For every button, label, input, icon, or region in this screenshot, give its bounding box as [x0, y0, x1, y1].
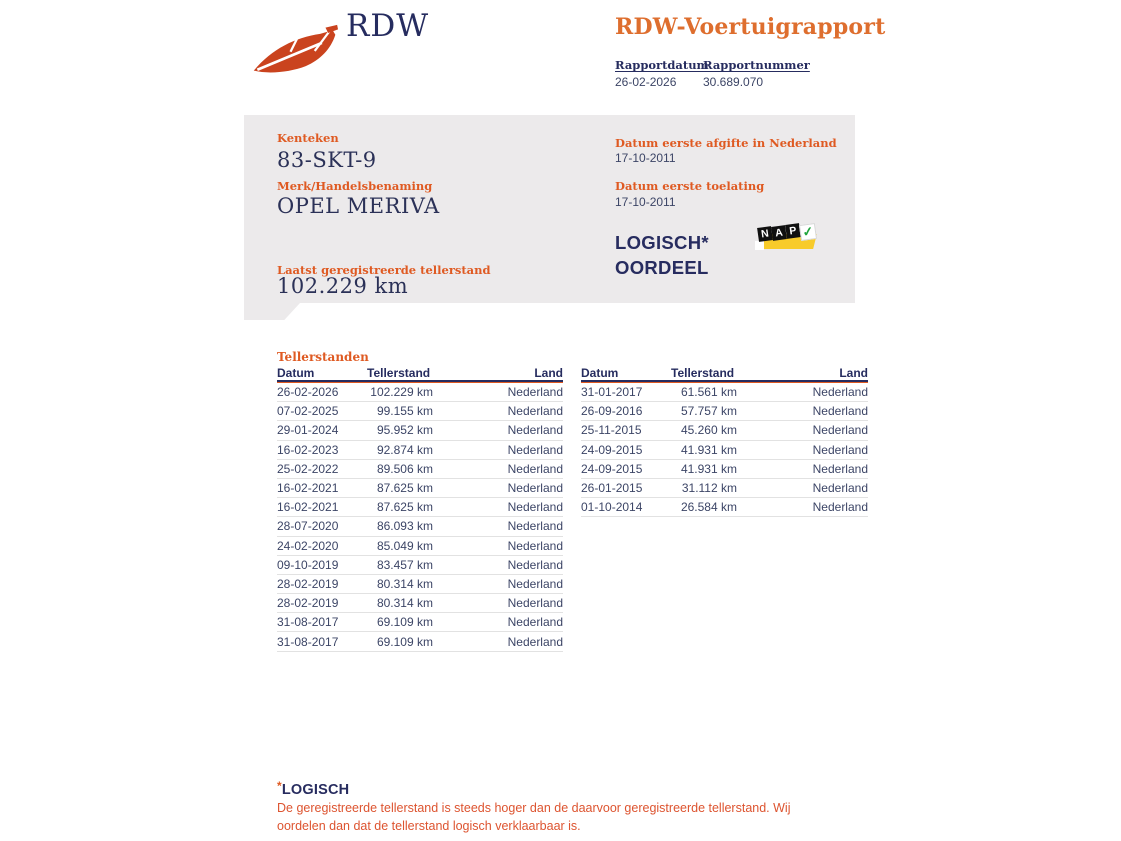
merk-value: OPEL MERIVA	[277, 194, 440, 218]
cell-datum: 26-09-2016	[581, 404, 643, 419]
cell-land: Nederland	[507, 423, 563, 438]
table-header-row	[581, 365, 868, 382]
cell-land: Nederland	[812, 500, 868, 515]
cell-land: Nederland	[812, 461, 868, 476]
header-tellerstand: Tellerstand	[367, 366, 431, 380]
cell-tellerstand: 26.584 km	[680, 500, 737, 515]
cell-datum: 25-11-2015	[581, 423, 642, 438]
cell-tellerstand: 41.931 km	[680, 442, 737, 457]
cell-land: Nederland	[507, 519, 563, 534]
header-datum: Datum	[581, 366, 619, 380]
cell-land: Nederland	[507, 404, 563, 419]
cell-datum: 28-02-2019	[277, 596, 339, 611]
cell-datum: 16-02-2023	[277, 442, 339, 457]
kenteken-value: 83-SKT-9	[277, 148, 377, 172]
cell-land: Nederland	[812, 385, 868, 400]
cell-tellerstand: 69.109 km	[376, 615, 433, 630]
summary-panel-corner-tab	[244, 303, 300, 320]
laatste-tellerstand-label: Laatst geregistreerde tellerstand	[277, 263, 491, 277]
eerste-afgifte-value: 17-10-2011	[615, 151, 676, 165]
cell-land: Nederland	[507, 385, 563, 400]
cell-land: Nederland	[507, 596, 563, 611]
nap-logo	[755, 223, 823, 255]
rapportdatum-value: 26-02-2026	[615, 75, 677, 89]
cell-land: Nederland	[507, 634, 563, 649]
cell-datum: 31-08-2017	[277, 615, 339, 630]
table-row	[277, 479, 563, 498]
cell-datum: 16-02-2021	[277, 481, 339, 496]
cell-tellerstand: 31.112 km	[681, 481, 737, 496]
cell-datum: 01-10-2014	[581, 500, 643, 515]
cell-datum: 07-02-2025	[277, 404, 339, 419]
table-row	[277, 575, 563, 594]
cell-tellerstand: 80.314 km	[376, 596, 433, 611]
cell-tellerstand: 99.155 km	[376, 404, 433, 419]
cell-tellerstand: 57.757 km	[680, 404, 737, 419]
cell-datum: 09-10-2019	[277, 557, 339, 572]
table-row	[581, 498, 868, 517]
rapportnummer-label: Rapportnummer	[703, 58, 810, 72]
cell-land: Nederland	[812, 481, 868, 496]
eerste-afgifte-label: Datum eerste afgifte in Nederland	[615, 136, 837, 150]
cell-tellerstand: 45.260 km	[680, 423, 737, 438]
table-row	[277, 594, 563, 613]
cell-datum: 31-01-2017	[581, 385, 643, 400]
cell-land: Nederland	[507, 576, 563, 591]
tellerstanden-table-left	[277, 365, 563, 652]
table-row	[581, 383, 868, 402]
header-land: Land	[839, 366, 868, 380]
cell-land: Nederland	[507, 500, 563, 515]
rapportdatum-label: Rapportdatum	[615, 58, 709, 72]
cell-land: Nederland	[507, 557, 563, 572]
table-row	[277, 517, 563, 536]
nap-checkmark-icon: ✓	[799, 223, 817, 241]
cell-tellerstand: 41.931 km	[680, 461, 737, 476]
cell-datum: 28-07-2020	[277, 519, 339, 534]
table-row	[277, 556, 563, 575]
header-datum: Datum	[277, 366, 315, 380]
footnote-title-text: LOGISCH	[281, 782, 350, 798]
cell-datum: 24-09-2015	[581, 442, 643, 457]
cell-datum: 26-02-2026	[277, 385, 339, 400]
vehicle-summary-panel	[244, 115, 855, 303]
cell-land: Nederland	[507, 538, 563, 553]
oordeel-text	[615, 230, 709, 280]
cell-datum: 24-02-2020	[277, 538, 339, 553]
footnote-paragraph: De geregistreerde tellerstand is steeds hoger dan de daarvoor geregistreerde tellerstand. Wij oordelen dan dat de tellerstand logisch verklaarbaar is.	[277, 801, 791, 833]
cell-land: Nederland	[507, 481, 563, 496]
header-land: Land	[534, 366, 563, 380]
cell-tellerstand: 95.952 km	[376, 423, 433, 438]
table-row	[277, 441, 563, 460]
cell-tellerstand: 85.049 km	[376, 538, 433, 553]
footnote-title	[277, 779, 349, 798]
table-row	[581, 402, 868, 421]
table-row	[277, 460, 563, 479]
table-row	[277, 498, 563, 517]
table-row	[581, 460, 868, 479]
header-tellerstand: Tellerstand	[671, 366, 735, 380]
tellerstanden-section-title: Tellerstanden	[277, 350, 369, 364]
table-row	[277, 537, 563, 556]
cell-datum: 24-09-2015	[581, 461, 643, 476]
table-row	[277, 421, 563, 440]
cell-land: Nederland	[507, 442, 563, 457]
table-body	[277, 383, 563, 652]
cell-land: Nederland	[812, 442, 868, 457]
cell-tellerstand: 89.506 km	[376, 461, 433, 476]
cell-land: Nederland	[812, 423, 868, 438]
kenteken-label: Kenteken	[277, 131, 339, 145]
cell-land: Nederland	[812, 404, 868, 419]
table-row	[277, 613, 563, 632]
nap-letter-p: P	[785, 223, 801, 239]
cell-datum: 31-08-2017	[277, 634, 339, 649]
laatste-tellerstand-value: 102.229 km	[277, 274, 409, 298]
tellerstanden-table-right	[581, 365, 868, 517]
table-row	[277, 383, 563, 402]
cell-tellerstand: 83.457 km	[376, 557, 433, 572]
page-title: RDW-Voertuigrapport	[615, 14, 886, 40]
table-row	[581, 441, 868, 460]
cell-tellerstand: 69.109 km	[376, 634, 433, 649]
cell-tellerstand: 92.874 km	[376, 442, 433, 457]
cell-datum: 16-02-2021	[277, 500, 339, 515]
table-row	[581, 421, 868, 440]
cell-tellerstand: 86.093 km	[376, 519, 433, 534]
nap-letter-n: N	[757, 226, 773, 242]
table-row	[277, 402, 563, 421]
nap-letter-a: A	[771, 225, 787, 241]
oordeel-line2: OORDEEL	[615, 257, 709, 278]
cell-tellerstand: 61.561 km	[680, 385, 737, 400]
cell-tellerstand: 102.229 km	[370, 385, 433, 400]
eerste-toelating-value: 17-10-2011	[615, 195, 676, 209]
eerste-toelating-label: Datum eerste toelating	[615, 179, 765, 193]
cell-datum: 28-02-2019	[277, 576, 339, 591]
rapportnummer-value: 30.689.070	[703, 75, 764, 89]
merk-label: Merk/Handelsbenaming	[277, 179, 433, 193]
table-row	[277, 632, 563, 651]
cell-land: Nederland	[507, 461, 563, 476]
cell-datum: 26-01-2015	[581, 481, 643, 496]
table-header-row	[277, 365, 563, 382]
oordeel-line1: LOGISCH*	[615, 232, 709, 253]
cell-tellerstand: 80.314 km	[376, 576, 433, 591]
footnote-asterisk: *	[277, 779, 282, 793]
cell-datum: 29-01-2024	[277, 423, 339, 438]
table-row	[581, 479, 868, 498]
cell-datum: 25-02-2022	[277, 461, 339, 476]
rdw-wordmark: RDW	[346, 8, 430, 44]
cell-tellerstand: 87.625 km	[376, 500, 433, 515]
cell-land: Nederland	[507, 615, 563, 630]
cell-tellerstand: 87.625 km	[376, 481, 433, 496]
table-body	[581, 383, 868, 517]
nap-white-notch	[755, 241, 764, 250]
rdw-feather-logo-icon	[250, 24, 340, 76]
